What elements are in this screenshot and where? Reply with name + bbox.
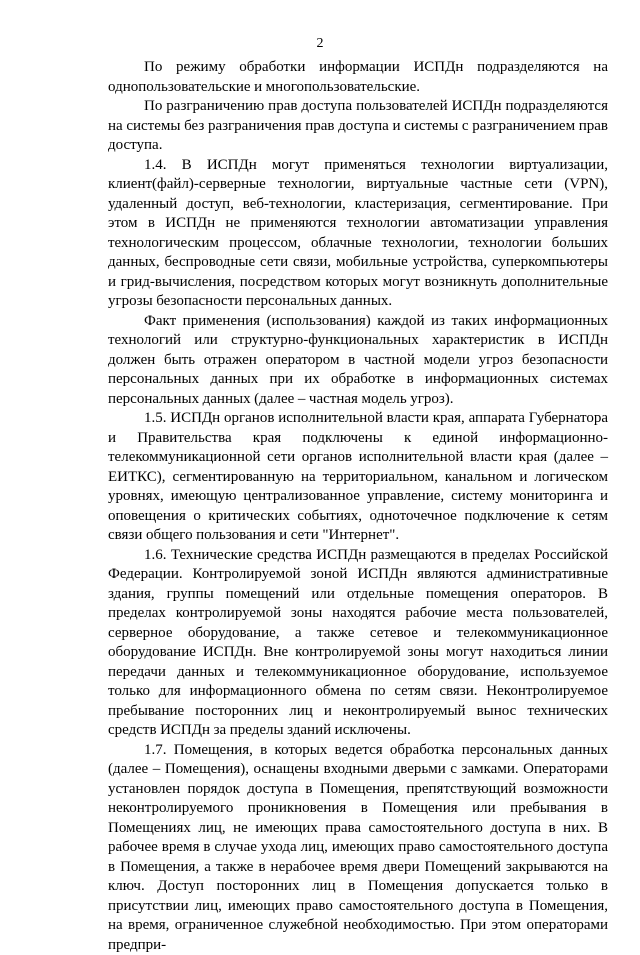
paragraph-1-4-technologies: 1.4. В ИСПДн могут применяться технологии виртуализации, клиент(файл)-серверные технологии, виртуальные частные сети (VPN), удаленный доступ, веб-технологии, кластеризация, сегментирование. При этом в ИСПДн не применяются технологии автоматизации управления технологическим процессом, облачные технологии, технологии больших данных, беспроводные сети связи, мобильные устройства, суперкомпьютеры и грид-вычисления, посредством которых могут возникнуть дополнительные угрозы безопасности персональных данных. bbox=[108, 156, 608, 312]
paragraph-threat-model: Факт применения (использования) каждой из таких информационных технологий или структурно-функциональных характеристик в ИСПДн должен быть отражен оператором в частной модели угроз безопасности персональных данных при их обработке в информационных системах персональных данных (далее – частная модель угроз). bbox=[108, 312, 608, 410]
page-number: 2 bbox=[0, 36, 640, 52]
paragraph-1-5-network: 1.5. ИСПДн органов исполнительной власти края, аппарата Губернатора и Правительства края подключены к единой информационно-телекоммуникационной сети органов исполнительной власти края (далее – ЕИТКС), сегментированную на территориальном, канальном и логическом уровнях, имеющую централизованное управление, систему мониторинга и оповещения о критических событиях, одноточечное подключение к сетям связи общего пользования и сети "Интернет". bbox=[108, 409, 608, 546]
paragraph-access-rights: По разграничению прав доступа пользователей ИСПДн подразделяются на системы без разграничения прав доступа и системы с разграничением прав доступа. bbox=[108, 97, 608, 156]
document-body bbox=[108, 58, 608, 955]
paragraph-1-7-premises: 1.7. Помещения, в которых ведется обработка персональных данных (далее – Помещения), оснащены входными дверьми с замками. Операторами установлен порядок доступа в Помещения, препятствующий возможности неконтролируемого проникновения в Помещения или пребывания в Помещениях лиц, не имеющих права самостоятельного доступа в них. В рабочее время в случае ухода лиц, имеющих право самостоятельного доступа в Помещения, а также в нерабочее время двери Помещений закрываются на ключ. Доступ посторонних лиц в Помещения допускается только в присутствии лиц, имеющих право самостоятельного доступа в Помещения, на время, ограниченное служебной необходимостью. При этом операторами предпри- bbox=[108, 741, 608, 955]
paragraph-processing-mode: По режиму обработки информации ИСПДн подразделяются на однопользовательские и многопользовательские. bbox=[108, 58, 608, 97]
paragraph-1-6-controlled-zone: 1.6. Технические средства ИСПДн размещаются в пределах Российской Федерации. Контролируемой зоной ИСПДн являются административные здания, группы помещений или отдельные помещения операторов. В пределах контролируемой зоны находятся рабочие места пользователей, серверное оборудование, а также сетевое и телекоммуникационное оборудование ИСПДн. Вне контролируемой зоны могут находиться линии передачи данных и телекоммуникационное оборудование, используемое только для информационного обмена по сетям связи. Неконтролируемое пребывание посторонних лиц и неконтролируемый вынос технических средств ИСПДн за пределы зданий исключены. bbox=[108, 546, 608, 741]
